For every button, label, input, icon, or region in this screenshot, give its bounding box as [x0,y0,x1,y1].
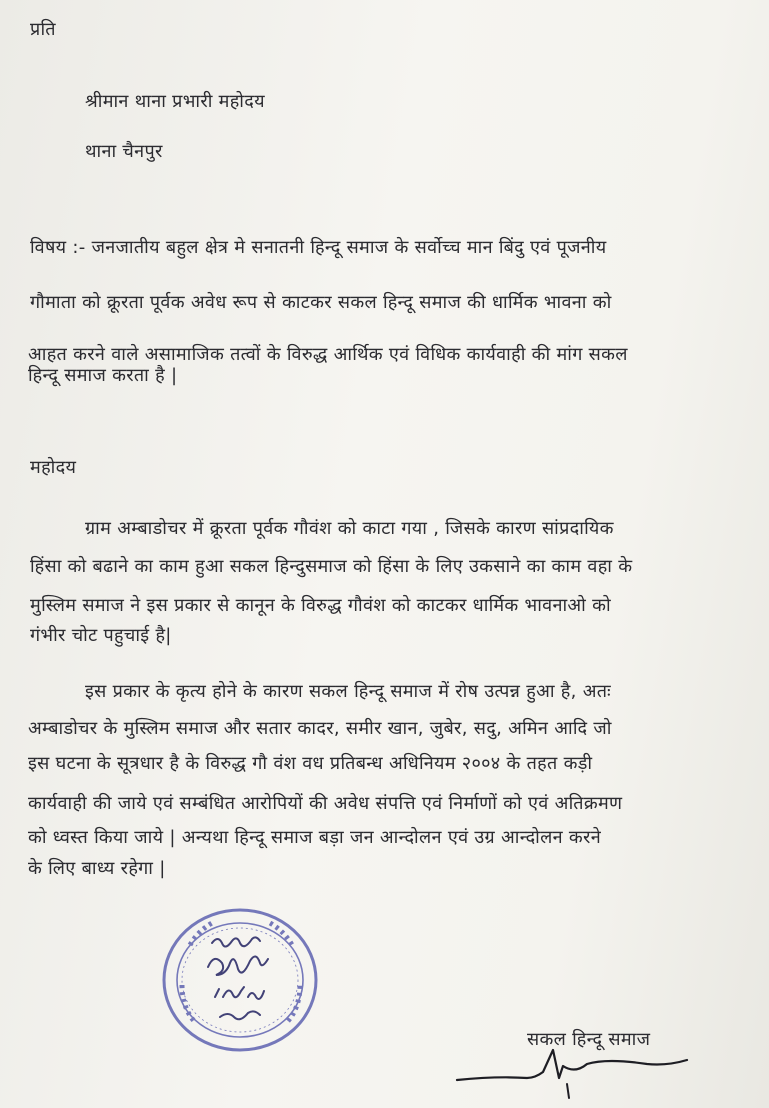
para2-line-4: कार्यवाही की जाये एवं सम्बंधित आरोपियों की अवेध संपत्ति एवं निर्माणों को एवं अतिक्रमण [28,793,623,814]
sender-name: सकल हिन्दू समाज [527,1029,651,1050]
para2-line-2: अम्बाडोचर के मुस्लिम समाज और सतार कादर, समीर खान, जुबेर, सदु, अमिन आदि जो [28,718,612,739]
addressee-line-1: श्रीमान थाना प्रभारी महोदय [85,91,265,112]
addressee-line-2: थाना चैनपुर [85,141,163,162]
para2-line-3: इस घटना के सूत्रधार है के विरुद्ध गौ वंश वध प्रतिबन्ध अधिनियम २००४ के तहत कड़ी [28,753,593,774]
para1-line-1: ग्राम अम्बाडोचर में क्रूरता पूर्वक गौवंश को काटा गया , जिसके कारण सांप्रदायिक [85,518,614,539]
subject-line-2: गौमाता को क्रूरता पूर्वक अवेध रूप से काटकर सकल हिन्दू समाज की धार्मिक भावना को [30,292,612,313]
para1-line-4: गंभीर चोट पहुचाई है| [30,625,172,646]
subject-line-1: विषय :- जनजातीय बहुल क्षेत्र मे सनातनी हिन्दू समाज के सर्वोच्च मान बिंदु एवं पूजनीय [30,237,607,258]
receipt-seal-stamp [160,905,320,1055]
para2-line-1: इस प्रकार के कृत्य होने के कारण सकल हिन्दू समाज में रोष उत्पन्न हुआ है, अतः [85,681,611,702]
para1-line-3: मुस्लिम समाज ने इस प्रकार से कानून के विरुद्ध गौवंश को काटकर धार्मिक भावनाओ को [30,595,611,616]
para1-line-2: हिंसा को बढाने का काम हुआ सकल हिन्दुसमाज को हिंसा के लिए उकसाने का काम वहा के [30,556,633,577]
subject-line-3: आहत करने वाले असामाजिक तत्वों के विरुद्ध आर्थिक एवं विधिक कार्यवाही की मांग सकल [28,344,628,365]
signature-scribble [455,1040,715,1100]
para2-line-6: के लिए बाध्य रहेगा | [28,858,166,879]
subject-line-4: हिन्दू समाज करता है | [28,365,178,386]
prati-label: प्रति [30,19,56,40]
para2-line-5: को ध्वस्त किया जाये | अन्यथा हिन्दू समाज बड़ा जन आन्दोलन एवं उग्र आन्दोलन करने [28,827,602,848]
salutation: महोदय [30,457,77,478]
